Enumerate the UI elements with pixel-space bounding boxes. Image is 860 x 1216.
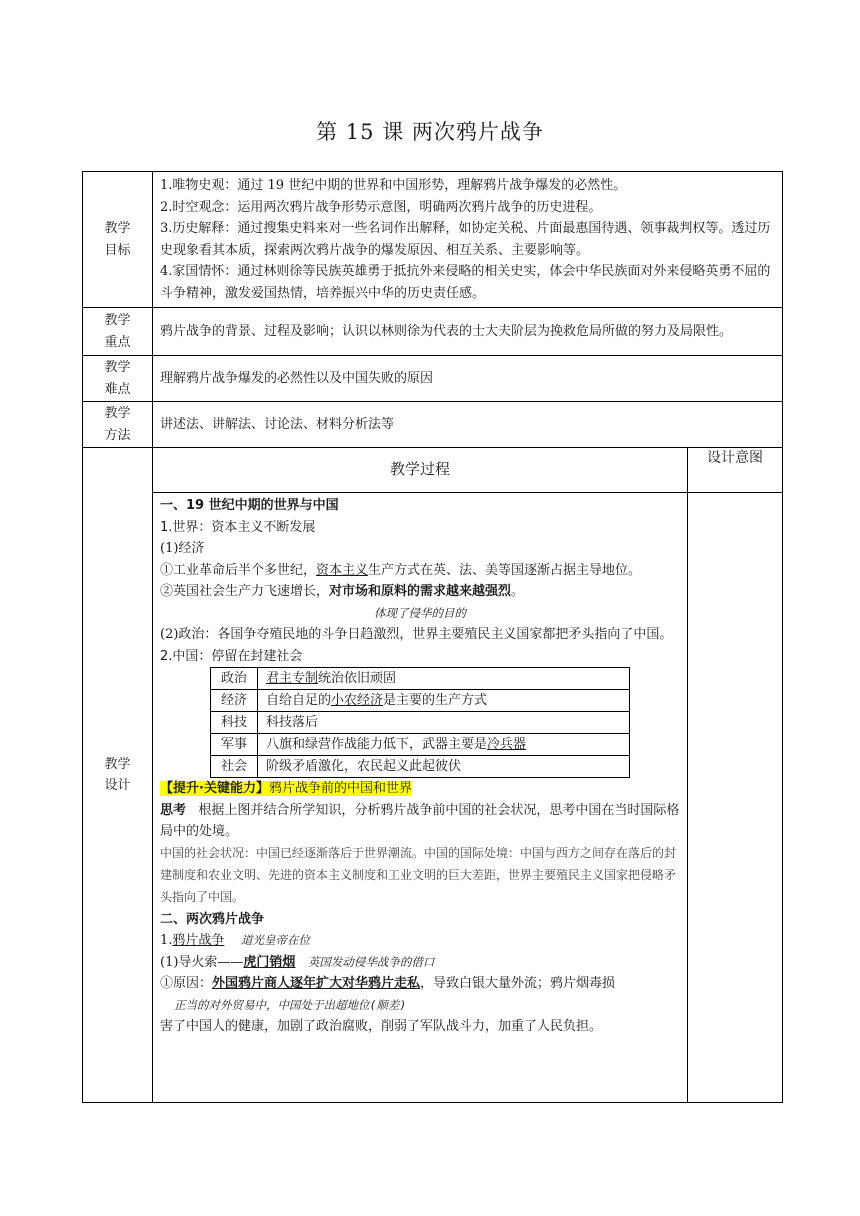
key-ability-line: 【提升·关键能力】鸦片战争前的中国和世界 (160, 781, 412, 796)
goals-content (153, 172, 783, 308)
section-1-1: 1.世界：资本主义不断发展 (160, 519, 316, 535)
process-content (153, 493, 688, 1103)
goal-item: 2.时空观念：运用两次鸦片战争形势示意图，明确两次鸦片战争的历史进程。 (160, 199, 602, 215)
economy-point-2: ②英国社会生产力飞速增长，对市场和原料的需求越来越强烈。 (160, 584, 525, 599)
goal-item: 3.历史解释：通过搜集史料来对一些名词作出解释，如协定关税、片面最惠国待遇、领事裁判权等。透过历史现象看其本质，探索两次鸦片战争的爆发原因、相互关系、主要影响等。 (160, 221, 771, 258)
intent-header: 设计意图 (688, 448, 783, 493)
handwritten-note: 体现了侵华的目的 (374, 605, 466, 620)
lesson-plan-table (82, 171, 783, 1103)
china-status-table (210, 667, 630, 778)
economy-point-1: ①工业革命后半个多世纪，资本主义生产方式在英、法、美等国逐渐占据主导地位。 (160, 562, 642, 578)
section-1-2: 2.中国：停留在封建社会 (160, 648, 303, 664)
key-points-label: 教学 重点 (83, 308, 153, 356)
answer-text: 中国的社会状况：中国已经逐渐落后于世界潮流。中国的国际处境：中国与西方之间存在落后的封建制度和农业文明、先进的资本主义制度和工业文明的巨大差距，世界主要殖民主义国家把侵略矛头指向了中国。 (160, 846, 677, 905)
key-points-row (83, 308, 783, 356)
methods-label: 教学 方法 (83, 402, 153, 448)
page-title: 第 15 课 两次鸦片战争 (316, 120, 544, 144)
difficulties-row (83, 356, 783, 402)
design-header-row (83, 448, 783, 493)
methods-text: 讲述法、讲解法、讨论法、材料分析法等 (153, 402, 783, 448)
key-points-text: 鸦片战争的背景、过程及影响；认识以林则徐为代表的士大夫阶层为挽救危局所做的努力及局限性。 (153, 308, 783, 356)
harm-line: 害了中国人的健康，加剧了政治腐败，削弱了军队战斗力，加重了人民负担。 (160, 1019, 603, 1034)
think-question: 思考 根据上图并结合所学知识，分析鸦片战争前中国的社会状况，思考中国在当时国际格局中的处境。 (160, 802, 680, 839)
politics-point: (2)政治：各国争夺殖民地的斗争日趋激烈，世界主要殖民主义国家都把矛头指向了中国。 (160, 627, 673, 642)
methods-row (83, 402, 783, 448)
difficulties-text: 理解鸦片战争爆发的必然性以及中国失败的原因 (153, 356, 783, 402)
process-header: 教学过程 (153, 448, 688, 493)
section-2-1: 1.鸦片战争 道光皇帝在位 (160, 933, 310, 948)
goals-row (83, 172, 783, 308)
difficulties-label: 教学 难点 (83, 356, 153, 402)
table-row: 军事 八旗和绿营作战能力低下，武器主要是冷兵器 (211, 734, 630, 756)
economy-heading: (1)经济 (160, 541, 205, 556)
fuse-line: (1)导火索——虎门销烟 英国发动侵华战争的借口 (160, 954, 435, 970)
table-row: 科技 科技落后 (211, 712, 630, 734)
design-content-row (83, 493, 783, 1103)
design-label: 教学 设计 (83, 448, 153, 1103)
section-2-title: 二、两次鸦片战争 (160, 911, 265, 927)
table-row: 经济 自给自足的小农经济是主要的生产方式 (211, 690, 630, 712)
intent-content (688, 493, 783, 1103)
trade-note: 正当的对外贸易中，中国处于出超地位(顺差) (174, 997, 407, 1012)
goals-label: 教学 目标 (83, 172, 153, 308)
table-row: 政治 君主专制统治依旧顽固 (211, 668, 630, 690)
goal-item: 1.唯物史观：通过 19 世纪中期的世界和中国形势，理解鸦片战争爆发的必然性。 (160, 178, 627, 193)
section-1-title: 一、19 世纪中期的世界与中国 (160, 498, 339, 513)
goal-item: 4.家国情怀：通过林则徐等民族英雄勇于抵抗外来侵略的相关史实，体会中华民族面对外来侵略英勇不屈的斗争精神，激发爱国热情，培养振兴中华的历史责任感。 (160, 264, 771, 301)
table-row: 社会 阶级矛盾激化，农民起义此起彼伏 (211, 756, 630, 778)
cause-line: ①原因：外国鸦片商人逐年扩大对华鸦片走私，导致白银大量外流；鸦片烟毒损 (160, 976, 616, 991)
